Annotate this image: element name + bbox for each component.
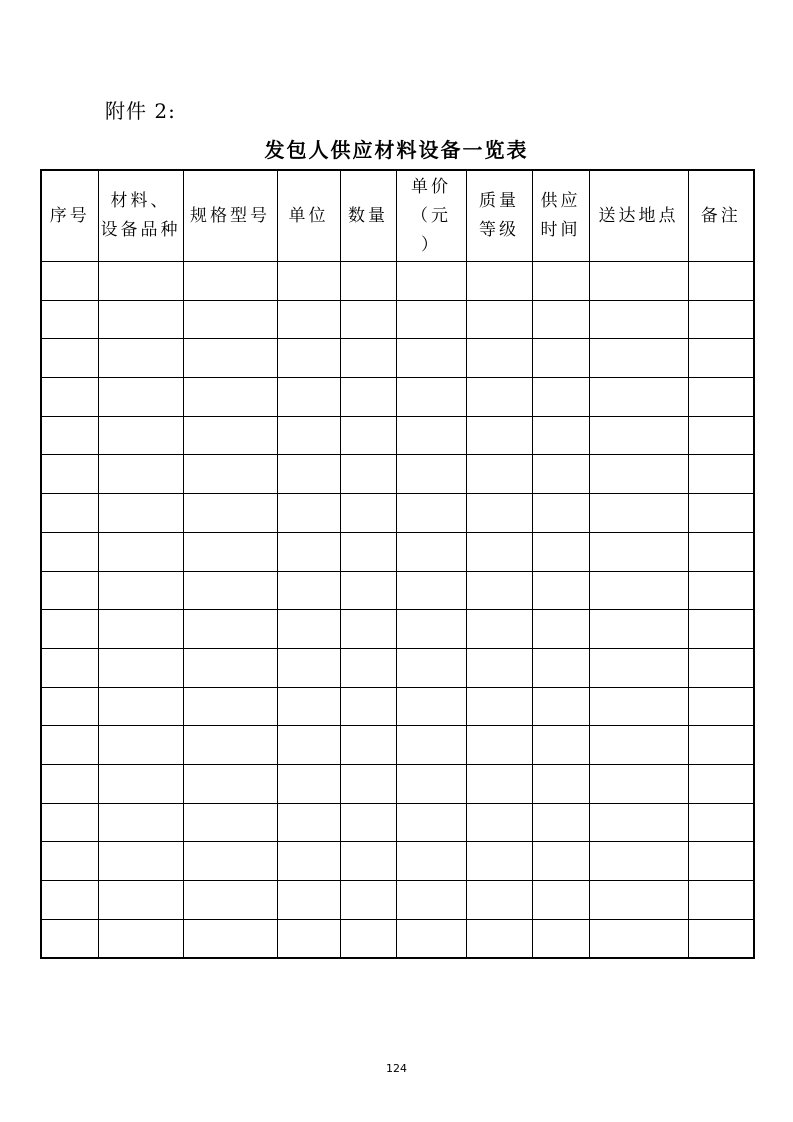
table-cell — [98, 300, 183, 339]
table-cell — [183, 610, 277, 649]
table-cell — [277, 764, 340, 803]
header-remarks: 备注 — [688, 170, 754, 262]
table-cell — [41, 339, 98, 378]
table-cell — [98, 378, 183, 417]
table-cell — [396, 416, 466, 455]
table-cell — [589, 494, 688, 533]
table-cell — [340, 378, 396, 417]
table-cell — [396, 300, 466, 339]
table-cell — [688, 300, 754, 339]
table-cell — [41, 300, 98, 339]
table-cell — [340, 339, 396, 378]
header-unit-price: 单价 （元 ） — [396, 170, 466, 262]
table-cell — [532, 532, 589, 571]
table-cell — [532, 842, 589, 881]
table-cell — [466, 842, 532, 881]
header-material-equipment-type: 材料、 设备品种 — [98, 170, 183, 262]
table-cell — [532, 803, 589, 842]
header-unit: 单位 — [277, 170, 340, 262]
table-cell — [98, 919, 183, 958]
table-row — [41, 494, 754, 533]
header-specification-model: 规格型号 — [183, 170, 277, 262]
table-row — [41, 378, 754, 417]
attachment-label: 附件 2: — [105, 99, 176, 123]
table-cell — [277, 416, 340, 455]
table-cell — [277, 455, 340, 494]
table-cell — [183, 262, 277, 301]
table-cell — [589, 610, 688, 649]
table-cell — [532, 726, 589, 765]
table-cell — [589, 764, 688, 803]
document-title: 发包人供应材料设备一览表 — [264, 138, 529, 162]
table-cell — [532, 300, 589, 339]
table-cell — [466, 648, 532, 687]
table-cell — [41, 262, 98, 301]
table-cell — [98, 571, 183, 610]
table-cell — [41, 881, 98, 920]
table-cell — [183, 764, 277, 803]
table-cell — [688, 532, 754, 571]
table-cell — [41, 416, 98, 455]
table-cell — [396, 262, 466, 301]
table-cell — [688, 842, 754, 881]
table-cell — [277, 803, 340, 842]
table-cell — [688, 919, 754, 958]
table-cell — [183, 881, 277, 920]
table-row — [41, 262, 754, 301]
table-cell — [532, 416, 589, 455]
table-cell — [98, 881, 183, 920]
table-cell — [688, 339, 754, 378]
table-row — [41, 339, 754, 378]
table-cell — [277, 648, 340, 687]
table-cell — [532, 571, 589, 610]
table-cell — [688, 416, 754, 455]
table-cell — [688, 455, 754, 494]
table-cell — [589, 455, 688, 494]
table-cell — [466, 687, 532, 726]
table-cell — [98, 842, 183, 881]
header-row — [41, 170, 754, 262]
table-cell — [688, 726, 754, 765]
table-cell — [277, 919, 340, 958]
table-cell — [396, 494, 466, 533]
table-cell — [340, 416, 396, 455]
header-quality-grade: 质量 等级 — [466, 170, 532, 262]
table-row — [41, 881, 754, 920]
table-cell — [98, 648, 183, 687]
table-cell — [589, 687, 688, 726]
table-cell — [466, 726, 532, 765]
table-cell — [688, 494, 754, 533]
table-cell — [277, 532, 340, 571]
table-cell — [41, 494, 98, 533]
table-cell — [688, 648, 754, 687]
table-cell — [277, 262, 340, 301]
table-cell — [183, 726, 277, 765]
table-row — [41, 610, 754, 649]
table-row — [41, 571, 754, 610]
table-cell — [340, 726, 396, 765]
table-cell — [41, 378, 98, 417]
table-cell — [340, 919, 396, 958]
table-cell — [466, 378, 532, 417]
table-cell — [277, 571, 340, 610]
table-cell — [688, 610, 754, 649]
table-cell — [396, 919, 466, 958]
table-cell — [340, 262, 396, 301]
table-cell — [98, 455, 183, 494]
table-cell — [183, 687, 277, 726]
table-cell — [466, 300, 532, 339]
table-cell — [277, 881, 340, 920]
table-cell — [396, 881, 466, 920]
table-cell — [589, 881, 688, 920]
table-cell — [340, 648, 396, 687]
table-cell — [396, 455, 466, 494]
table-cell — [183, 571, 277, 610]
table-cell — [589, 648, 688, 687]
table-cell — [340, 881, 396, 920]
table-cell — [340, 571, 396, 610]
table-row — [41, 842, 754, 881]
table-cell — [98, 803, 183, 842]
table-row — [41, 648, 754, 687]
table-row — [41, 300, 754, 339]
table-cell — [340, 842, 396, 881]
table-cell — [532, 339, 589, 378]
table-cell — [466, 881, 532, 920]
table-cell — [183, 532, 277, 571]
table-cell — [183, 339, 277, 378]
table-cell — [41, 803, 98, 842]
table-cell — [532, 494, 589, 533]
table-cell — [396, 726, 466, 765]
table-row — [41, 803, 754, 842]
table-cell — [98, 687, 183, 726]
table-cell — [688, 571, 754, 610]
table-cell — [688, 262, 754, 301]
table-cell — [688, 764, 754, 803]
table-cell — [41, 764, 98, 803]
table-cell — [688, 687, 754, 726]
table-cell — [396, 648, 466, 687]
table-cell — [98, 764, 183, 803]
table-cell — [466, 919, 532, 958]
table-cell — [466, 571, 532, 610]
table-cell — [466, 803, 532, 842]
table-cell — [589, 803, 688, 842]
table-cell — [688, 378, 754, 417]
table-cell — [532, 262, 589, 301]
table-cell — [41, 648, 98, 687]
table-cell — [589, 300, 688, 339]
table-cell — [98, 262, 183, 301]
table-cell — [183, 416, 277, 455]
table-cell — [340, 687, 396, 726]
table-cell — [532, 919, 589, 958]
table-cell — [466, 532, 532, 571]
table-cell — [396, 764, 466, 803]
table-cell — [277, 339, 340, 378]
table-cell — [277, 300, 340, 339]
table-cell — [589, 726, 688, 765]
table-cell — [532, 687, 589, 726]
table-cell — [340, 610, 396, 649]
table-cell — [589, 532, 688, 571]
table-cell — [183, 803, 277, 842]
table-cell — [466, 610, 532, 649]
table-cell — [466, 455, 532, 494]
table-cell — [277, 610, 340, 649]
table-cell — [396, 687, 466, 726]
table-cell — [41, 842, 98, 881]
table-row — [41, 416, 754, 455]
table-row — [41, 687, 754, 726]
table-cell — [396, 339, 466, 378]
table-row — [41, 532, 754, 571]
table-cell — [340, 803, 396, 842]
table-cell — [589, 262, 688, 301]
table-row — [41, 919, 754, 958]
table-cell — [589, 919, 688, 958]
table-cell — [277, 726, 340, 765]
header-quantity: 数量 — [340, 170, 396, 262]
table-cell — [340, 300, 396, 339]
table-cell — [532, 455, 589, 494]
table-cell — [183, 648, 277, 687]
table-cell — [98, 494, 183, 533]
table-cell — [589, 378, 688, 417]
table-cell — [340, 494, 396, 533]
table-cell — [277, 378, 340, 417]
table-cell — [532, 881, 589, 920]
table-cell — [183, 919, 277, 958]
table-cell — [688, 803, 754, 842]
table-row — [41, 726, 754, 765]
table-cell — [98, 726, 183, 765]
table-cell — [396, 842, 466, 881]
table-cell — [396, 532, 466, 571]
table-cell — [532, 764, 589, 803]
table-cell — [466, 339, 532, 378]
table-cell — [466, 262, 532, 301]
table-cell — [396, 378, 466, 417]
table-cell — [41, 726, 98, 765]
table-cell — [532, 648, 589, 687]
table-cell — [396, 610, 466, 649]
table-cell — [41, 571, 98, 610]
table-cell — [589, 842, 688, 881]
table-cell — [340, 455, 396, 494]
table-cell — [41, 455, 98, 494]
table-cell — [183, 455, 277, 494]
table-cell — [277, 494, 340, 533]
table-cell — [589, 339, 688, 378]
header-serial-number: 序号 — [41, 170, 98, 262]
table-cell — [340, 764, 396, 803]
table-cell — [277, 842, 340, 881]
table-cell — [340, 532, 396, 571]
header-supply-time: 供应 时间 — [532, 170, 589, 262]
table-cell — [41, 610, 98, 649]
table-row — [41, 455, 754, 494]
table-cell — [98, 416, 183, 455]
table-cell — [532, 610, 589, 649]
table-cell — [183, 378, 277, 417]
table-cell — [41, 919, 98, 958]
table-cell — [183, 842, 277, 881]
table-cell — [277, 687, 340, 726]
table-cell — [183, 494, 277, 533]
table-cell — [41, 687, 98, 726]
page-number: 124 — [386, 1062, 407, 1075]
table-cell — [688, 881, 754, 920]
table-cell — [589, 416, 688, 455]
table-body — [41, 262, 754, 958]
table-cell — [396, 571, 466, 610]
materials-equipment-table — [40, 169, 755, 959]
table-cell — [396, 803, 466, 842]
table-cell — [466, 494, 532, 533]
table-cell — [41, 532, 98, 571]
header-delivery-location: 送达地点 — [589, 170, 688, 262]
table-cell — [466, 416, 532, 455]
table-cell — [98, 610, 183, 649]
table-cell — [98, 339, 183, 378]
table-row — [41, 764, 754, 803]
table-cell — [532, 378, 589, 417]
table-cell — [589, 571, 688, 610]
table-cell — [98, 532, 183, 571]
table-cell — [183, 300, 277, 339]
table-cell — [466, 764, 532, 803]
